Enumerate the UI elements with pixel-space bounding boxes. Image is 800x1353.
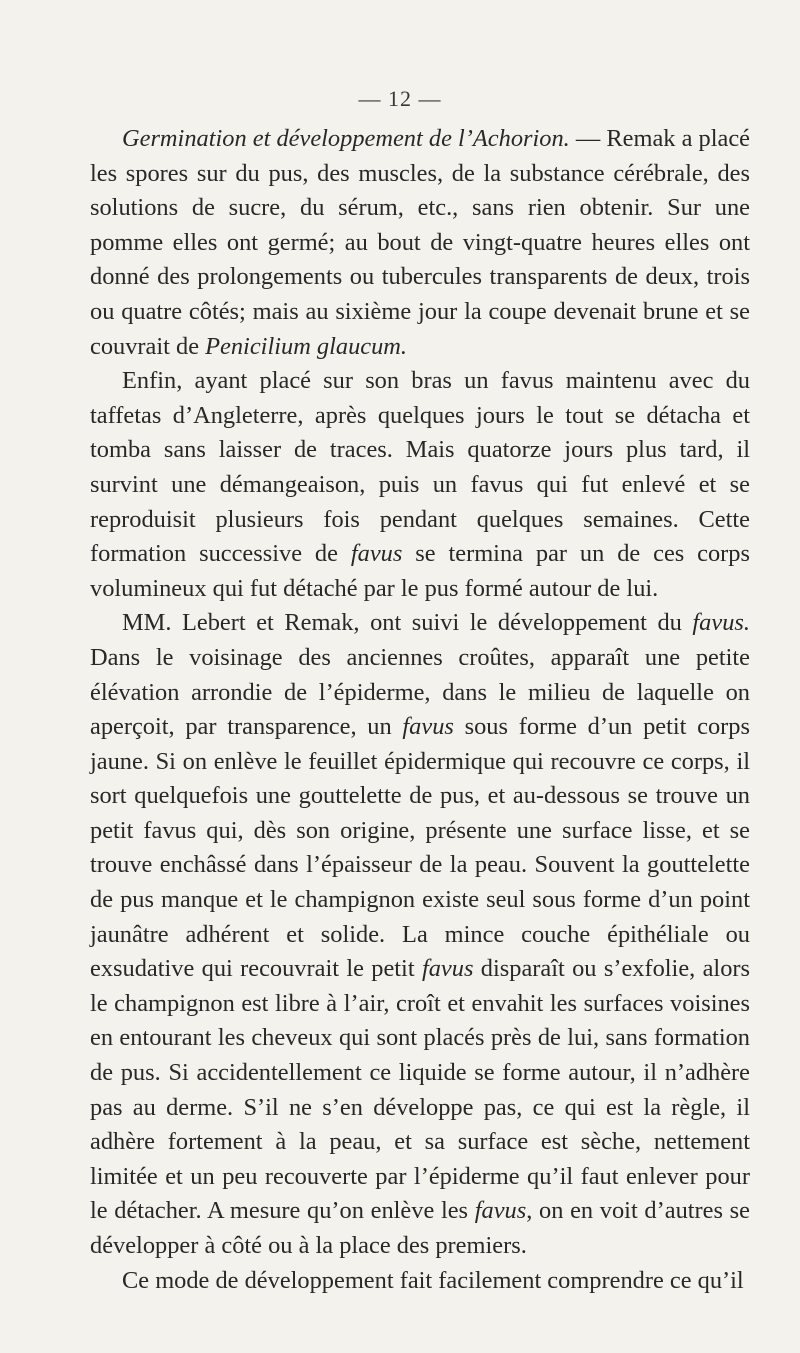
- paragraph-2-text-b: se termina par un de ces corps volumineux qui fut détaché par le pus formé autour de lui.: [90, 540, 750, 602]
- paragraph-1-text: — Remak a placé les spores sur du pus, des muscles, de la substance cérébrale, des solutions de sucre, du sérum, etc., sans rien obtenir. Sur une pomme elles ont germé; au bout de vingt-quatre heures elles ont donné des prolongements ou tubercules transparents de deux, trois ou quatre côtés; mais au sixième jour la coupe devenait brune et se couvrait de: [90, 125, 750, 360]
- paragraph-3-text-e: , on en voit d’autres se développer à côté ou à la place des premiers.: [90, 1197, 750, 1259]
- paragraph-2-text-a: Enfin, ayant placé sur son bras un favus maintenu avec du taffetas d’Angleterre, après quelques jours le tout se détacha et tomba sans laisser de traces. Mais quatorze jours plus tard, il survint une démangeaison, puis un favus qui fut enlevé et se reproduisit plusieurs fois pendant quelques semaines. Cette formation successive de: [90, 367, 750, 568]
- paragraph-2: [90, 364, 750, 606]
- section-title: Germination et développement de l’Achorion.: [122, 125, 570, 152]
- paragraph-1: [90, 122, 750, 364]
- paragraph-3-text-a: MM. Lebert et Remak, ont suivi le développement du: [122, 609, 693, 637]
- paragraph-3: [90, 606, 750, 1263]
- paragraph-3-text-c: sous forme d’un petit corps jaune. Si on enlève le feuillet épidermique qui recouvre ce corps, il sort quelquefois une gouttelette de pus, et au-dessous se trouve un petit favus qui, dès son origine, présente une surface lisse, et se trouve enchâssé dans l’épaisseur de la peau. Souvent la gouttelette de pus manque et le champignon existe seul sous forme d’un point jaunâtre adhérent et solide. La mince couche épithéliale ou exsudative qui recouvrait le petit: [90, 713, 750, 983]
- page-body: [90, 88, 750, 1298]
- text-content: [90, 122, 750, 1298]
- paragraph-3-text-d: disparaît ou s’exfolie, alors le champignon est libre à l’air, croît et envahit les surfaces voisines en entourant les cheveux qui sont placés près de lui, sans formation de pus. Si accidentellement ce liquide se forme autour, il n’adhère pas au derme. S’il ne s’en développe pas, ce qui est la règle, il adhère fortement à la peau, et sa surface est sèche, nettement limitée et un peu recouverte par l’épiderme qu’il faut enlever pour le détacher. A mesure qu’on enlève les: [90, 955, 750, 1225]
- paragraph-3-text-b: Dans le voisinage des anciennes croûtes, apparaît une petite élévation arrondie de l’épiderme, dans le milieu de laquelle on aperçoit, par transparence, un: [90, 643, 750, 741]
- paragraph-4-text: Ce mode de développement fait facilement comprendre ce qu’il: [122, 1266, 744, 1294]
- term-favus: favus: [421, 955, 474, 983]
- term-favus: favus: [402, 713, 454, 741]
- page-number: — 12 —: [358, 86, 442, 111]
- term-favus: favus: [350, 540, 403, 568]
- species-name: Penicilium glaucum.: [205, 332, 407, 360]
- term-favus: favus: [474, 1197, 527, 1225]
- term-favus: favus.: [692, 609, 750, 637]
- paragraph-4: [90, 1264, 750, 1299]
